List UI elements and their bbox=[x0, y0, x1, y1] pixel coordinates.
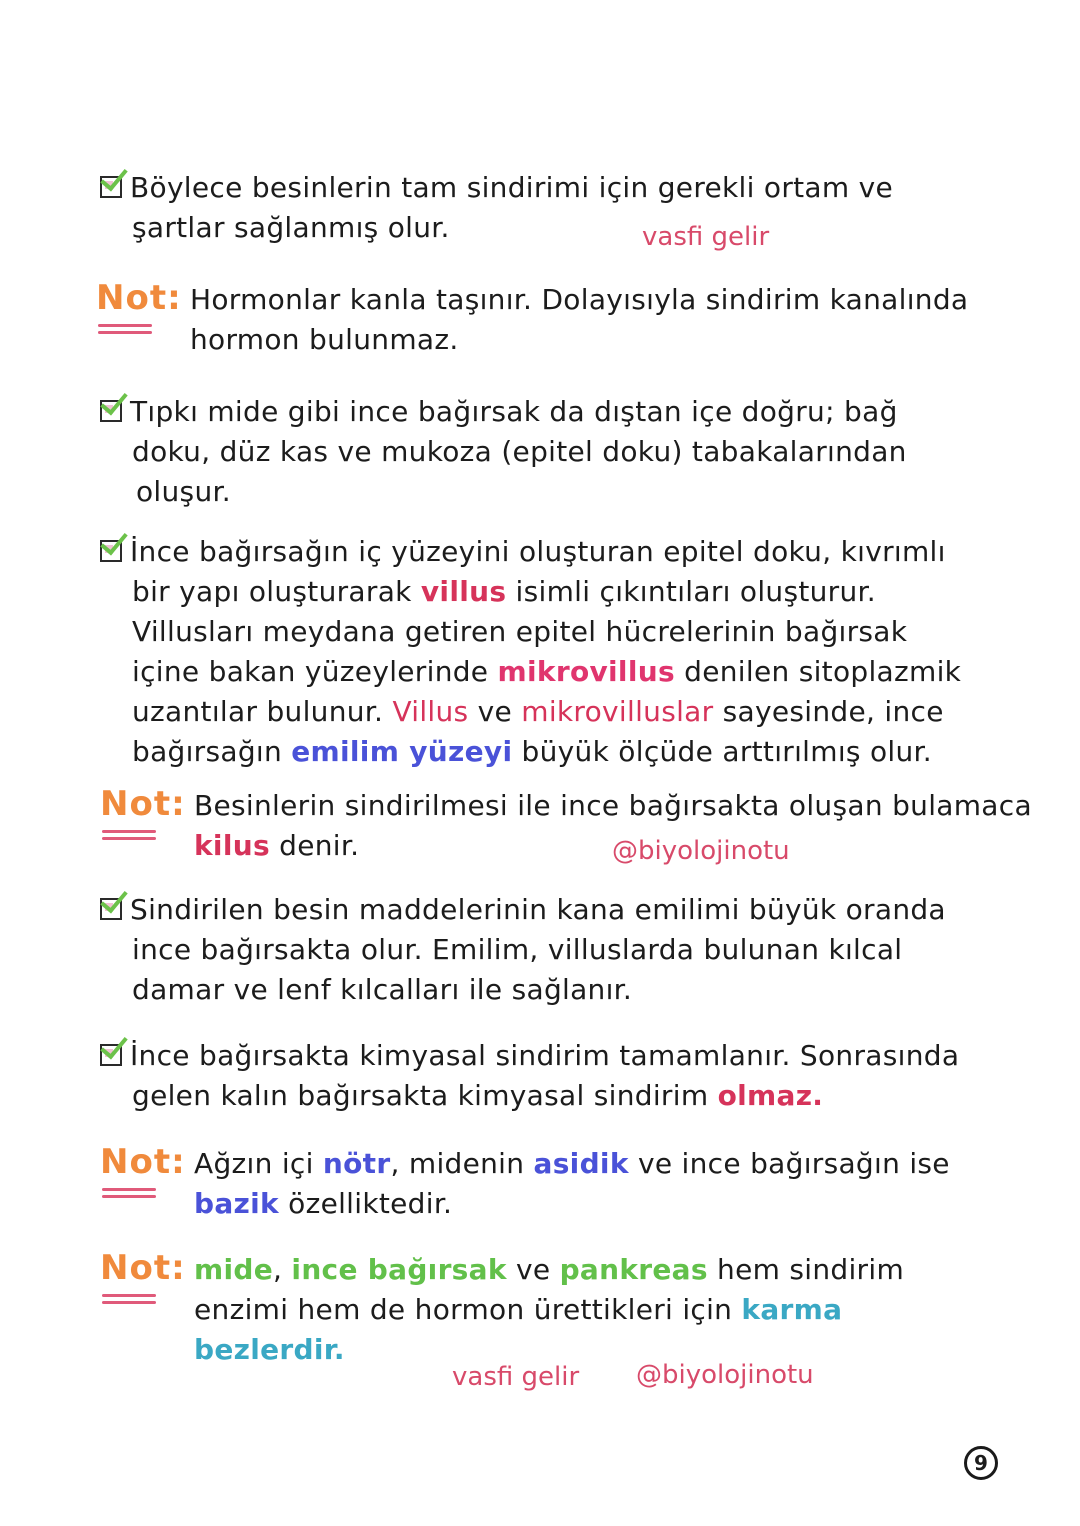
text-span: , midenin bbox=[390, 1147, 534, 1180]
note-label: Not: bbox=[96, 278, 182, 318]
signature-mid: @biyolojinotu bbox=[612, 836, 790, 866]
text-line: İnce bağırsakta kimyasal sindirim tamamlanır. Sonrasında bbox=[130, 1039, 960, 1072]
note-4 bbox=[100, 1248, 1060, 1368]
keyword-karma: karma bbox=[741, 1293, 843, 1326]
double-underline-icon bbox=[102, 1294, 156, 1304]
text-span: Ağzın içi bbox=[194, 1147, 323, 1180]
text-span: denir. bbox=[269, 829, 360, 862]
text-line: oluşur. bbox=[136, 475, 231, 508]
keyword-bezlerdir: bezlerdir. bbox=[194, 1333, 345, 1366]
keyword-villus: villus bbox=[420, 575, 507, 608]
keyword-mide: mide bbox=[194, 1253, 274, 1286]
text-line: İnce bağırsağın iç yüzeyini oluşturan epitel doku, kıvrımlı bbox=[130, 535, 946, 568]
text-span: uzantılar bulunur. bbox=[132, 695, 393, 728]
keyword-villus-2: Villus bbox=[392, 695, 469, 728]
signature-bottom-handle: @biyolojinotu bbox=[636, 1360, 814, 1390]
keyword-bazik: bazik bbox=[194, 1187, 279, 1220]
text-line: Tıpkı mide gibi ince bağırsak da dıştan içe doğru; bağ bbox=[130, 395, 898, 428]
keyword-emilim-yuzeyi: emilim yüzeyi bbox=[291, 735, 513, 768]
text-line: şartlar sağlanmış olur. bbox=[132, 211, 450, 244]
bullet-block-3 bbox=[100, 532, 961, 772]
text-span: büyük ölçüde arttırılmış olur. bbox=[512, 735, 932, 768]
note-label: Not: bbox=[100, 784, 186, 824]
keyword-asidik: asidik bbox=[533, 1147, 629, 1180]
bullet-block-5 bbox=[100, 1036, 959, 1116]
text-span: ve ince bağırsağın ise bbox=[628, 1147, 950, 1180]
bullet-block-1 bbox=[100, 168, 893, 248]
text-span: bir yapı oluşturarak bbox=[132, 575, 421, 608]
double-underline-icon bbox=[102, 1188, 156, 1198]
text-span: bağırsağın bbox=[132, 735, 292, 768]
text-span: denilen sitoplazmik bbox=[674, 655, 962, 688]
keyword-mikrovillus: mikrovillus bbox=[497, 655, 675, 688]
text-span: içine bakan yüzeylerinde bbox=[132, 655, 498, 688]
text-span: hem sindirim bbox=[707, 1253, 905, 1286]
checkbox-icon bbox=[100, 176, 122, 198]
keyword-kilus: kilus bbox=[194, 829, 270, 862]
bullet-block-4 bbox=[100, 890, 946, 1010]
page-number: 9 bbox=[964, 1446, 998, 1480]
checkbox-icon bbox=[100, 898, 122, 920]
text-line: Besinlerin sindirilmesi ile ince bağırsakta oluşan bulamaca bbox=[194, 789, 1032, 822]
signature-bottom-name: vasfi gelir bbox=[452, 1362, 580, 1392]
double-underline-icon bbox=[98, 324, 152, 334]
text-line: damar ve lenf kılcalları ile sağlanır. bbox=[132, 973, 633, 1006]
text-span: sayesinde, ince bbox=[713, 695, 944, 728]
keyword-mikrovilluslar: mikrovilluslar bbox=[521, 695, 714, 728]
text-line: ince bağırsakta olur. Emilim, villuslarda bulunan kılcal bbox=[132, 933, 903, 966]
keyword-ince-bagirsak: ince bağırsak bbox=[291, 1253, 507, 1286]
bullet-block-2 bbox=[100, 392, 907, 512]
checkbox-icon bbox=[100, 540, 122, 562]
text-span: ve bbox=[506, 1253, 560, 1286]
double-underline-icon bbox=[102, 830, 156, 840]
text-line: doku, düz kas ve mukoza (epitel doku) tabakalarından bbox=[132, 435, 907, 468]
text-line: hormon bulunmaz. bbox=[190, 323, 459, 356]
text-span: isimli çıkıntıları oluşturur. bbox=[506, 575, 876, 608]
text-span: , bbox=[273, 1253, 292, 1286]
text-span: gelen kalın bağırsakta kimyasal sindirim bbox=[132, 1079, 718, 1112]
checkbox-icon bbox=[100, 1044, 122, 1066]
keyword-olmaz: olmaz. bbox=[717, 1079, 824, 1112]
text-line: Sindirilen besin maddelerinin kana emilimi büyük oranda bbox=[130, 893, 946, 926]
keyword-notr: nötr bbox=[322, 1147, 391, 1180]
text-span: özelliktedir. bbox=[278, 1187, 453, 1220]
note-label: Not: bbox=[100, 1142, 186, 1182]
note-3 bbox=[100, 1142, 1060, 1232]
note-1 bbox=[96, 278, 1056, 368]
note-label: Not: bbox=[100, 1248, 186, 1288]
signature-top: vasfi gelir bbox=[642, 222, 770, 252]
text-line: Hormonlar kanla taşınır. Dolayısıyla sindirim kanalında bbox=[190, 283, 969, 316]
checkbox-icon bbox=[100, 400, 122, 422]
text-line: Böylece besinlerin tam sindirimi için gerekli ortam ve bbox=[130, 171, 894, 204]
keyword-pankreas: pankreas bbox=[559, 1253, 708, 1286]
text-span: enzimi hem de hormon ürettikleri için bbox=[194, 1293, 742, 1326]
note-2 bbox=[100, 784, 1060, 874]
text-span: ve bbox=[468, 695, 522, 728]
text-line: Villusları meydana getiren epitel hücrelerinin bağırsak bbox=[132, 615, 908, 648]
